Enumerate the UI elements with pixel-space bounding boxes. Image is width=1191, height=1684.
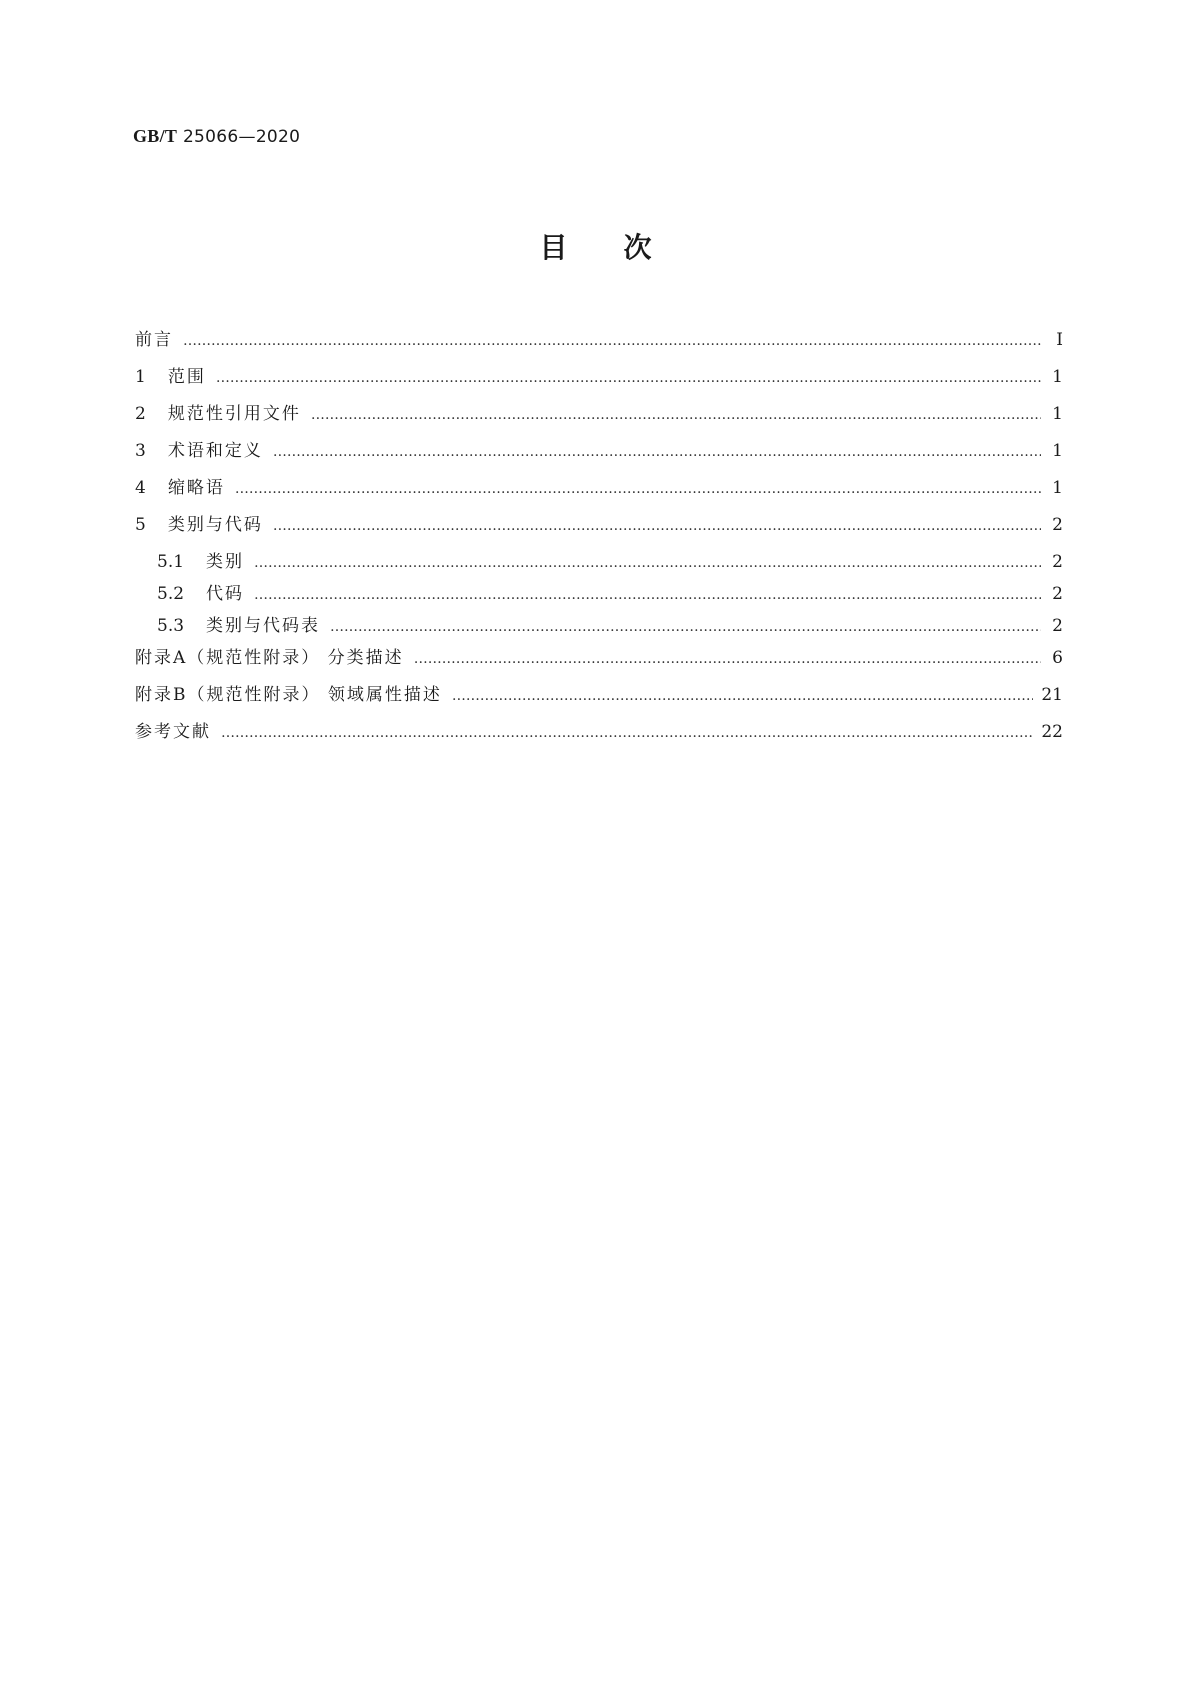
toc-label: 类别: [206, 552, 245, 572]
toc-page-number: 22: [1041, 722, 1063, 742]
toc-leader-dots: [183, 333, 1041, 349]
toc-label: 代码: [206, 584, 245, 604]
toc-page-number: 6: [1052, 648, 1063, 668]
toc-page-number: 2: [1052, 584, 1063, 604]
page-title: 目次: [539, 231, 708, 264]
toc-entry-bibliography[interactable]: [135, 717, 1063, 754]
toc-page-number: 1: [1052, 404, 1063, 424]
toc-page-number: 1: [1052, 478, 1063, 498]
toc-leader-dots: [414, 651, 1041, 667]
toc-page-number: 1: [1052, 441, 1063, 461]
table-of-contents: [135, 325, 1063, 754]
toc-number: 2: [135, 404, 146, 424]
toc-number: 5: [135, 515, 146, 535]
toc-page-number: 2: [1052, 552, 1063, 572]
toc-page-number: 2: [1052, 616, 1063, 636]
toc-entry-abbreviations[interactable]: [135, 473, 1063, 510]
toc-page-number: 21: [1041, 685, 1063, 705]
toc-entry-categories-codes[interactable]: [135, 510, 1063, 547]
toc-page-number: 1: [1052, 367, 1063, 387]
toc-entry-scope[interactable]: [135, 362, 1063, 399]
toc-leader-dots: [254, 587, 1041, 603]
toc-page-number: Ⅰ: [1056, 330, 1063, 350]
toc-label: 附录B（规范性附录） 领域属性描述: [135, 685, 442, 705]
toc-leader-dots: [254, 555, 1041, 571]
toc-entry-codes[interactable]: [135, 579, 1063, 611]
toc-entry-category-code-table[interactable]: [135, 611, 1063, 643]
document-code-number: 25066—2020: [182, 127, 301, 147]
toc-label: 术语和定义: [167, 441, 263, 461]
toc-entry-categories[interactable]: [135, 547, 1063, 579]
toc-number: 3: [135, 441, 146, 461]
toc-leader-dots: [221, 725, 1033, 741]
toc-leader-dots: [452, 688, 1033, 704]
toc-entry-normative-references[interactable]: [135, 399, 1063, 436]
toc-label: 附录A（规范性附录） 分类描述: [135, 648, 404, 668]
toc-leader-dots: [216, 370, 1041, 386]
toc-entry-terms-definitions[interactable]: [135, 436, 1063, 473]
toc-label: 范围: [167, 367, 206, 387]
toc-number: 5.1: [157, 552, 185, 572]
toc-label: 类别与代码: [167, 515, 263, 535]
toc-label: 参考文献: [135, 722, 211, 742]
document-code: [133, 126, 300, 147]
toc-leader-dots: [273, 444, 1041, 460]
toc-number: 4: [135, 478, 146, 498]
toc-entry-annex-b[interactable]: [135, 680, 1063, 717]
toc-number: 1: [135, 367, 146, 387]
toc-number: 5.3: [157, 616, 185, 636]
toc-entry-foreword[interactable]: [135, 325, 1063, 362]
toc-leader-dots: [273, 518, 1041, 534]
toc-page-number: 2: [1052, 515, 1063, 535]
toc-leader-dots: [311, 407, 1041, 423]
toc-number: 5.2: [157, 584, 185, 604]
toc-leader-dots: [235, 481, 1041, 497]
toc-label: 前言: [135, 330, 173, 350]
toc-label: 类别与代码表: [206, 616, 321, 636]
document-code-prefix: GB/T: [133, 126, 178, 146]
toc-entry-annex-a[interactable]: [135, 643, 1063, 680]
toc-label: 规范性引用文件: [167, 404, 301, 424]
toc-leader-dots: [330, 619, 1041, 635]
toc-label: 缩略语: [167, 478, 225, 498]
